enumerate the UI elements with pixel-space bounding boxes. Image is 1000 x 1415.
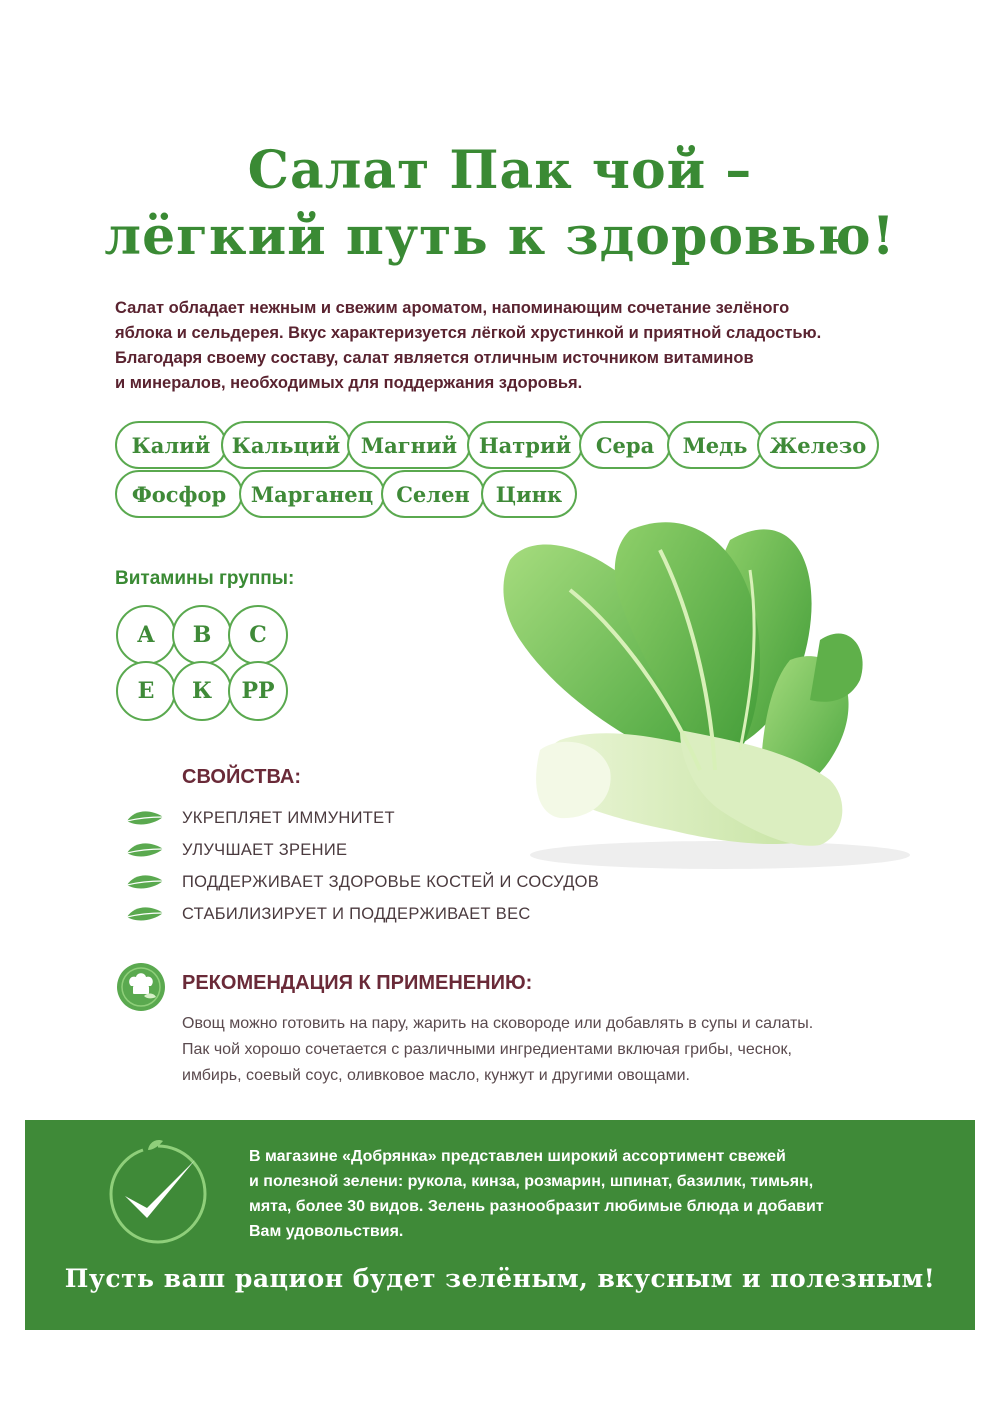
vitamin-circle: РР (228, 661, 288, 721)
property-text: ПОДДЕРЖИВАЕТ ЗДОРОВЬЕ КОСТЕЙ И СОСУДОВ (182, 872, 600, 891)
recommendation-line: Овощ можно готовить на пару, жарить на сковороде или добавлять в супы и салаты. (182, 1015, 814, 1032)
chef-hat-icon (116, 962, 166, 1012)
property-text: СТАБИЛИЗИРУЕТ И ПОДДЕРЖИВАЕТ ВЕС (182, 904, 531, 923)
mineral-pill: Фосфор (115, 470, 243, 518)
mineral-pill: Калий (115, 421, 227, 469)
vitamin-circle: К (172, 661, 232, 721)
mineral-pill: Цинк (481, 470, 577, 518)
recommendation-line: имбирь, соевый соус, оливковое масло, кунжут и другими овощами. (182, 1067, 690, 1084)
mineral-pill: Железо (757, 421, 879, 469)
property-item (125, 902, 531, 926)
property-item (125, 870, 599, 894)
intro-text (115, 296, 905, 396)
banner-line: Вам удовольствия. (249, 1223, 404, 1240)
vitamin-circle: А (116, 605, 176, 665)
vitamin-circle: С (228, 605, 288, 665)
properties-title: СВОЙСТВА: (182, 766, 302, 788)
slogan: Пусть ваш рацион будет зелёным, вкусным и полезным! (64, 1264, 936, 1293)
mineral-pill: Селен (381, 470, 485, 518)
property-text: УЛУЧШАЕТ ЗРЕНИЕ (182, 840, 348, 859)
mineral-pill: Сера (579, 421, 671, 469)
page-title (0, 138, 1000, 270)
recommendation-title: РЕКОМЕНДАЦИЯ К ПРИМЕНЕНИЮ: (182, 972, 533, 994)
mineral-pill: Марганец (239, 470, 385, 518)
recommendation-line: Пак чой хорошо сочетается с различными ингредиентами включая грибы, чеснок, (182, 1041, 792, 1058)
intro-line: Благодаря своему составу, салат является отличным источником витаминов (115, 349, 754, 367)
vitamins-label: Витамины группы: (115, 568, 295, 589)
property-text: УКРЕПЛЯЕТ ИММУНИТЕТ (182, 808, 395, 827)
leaf-icon (125, 839, 165, 861)
intro-line: Салат обладает нежным и свежим ароматом, напоминающим сочетание зелёного (115, 299, 790, 317)
banner-line: мята, более 30 видов. Зелень разнообразит любимые блюда и добавит (249, 1198, 824, 1215)
mineral-pill: Кальций (221, 421, 351, 469)
title-line-1: Салат Пак чой – (247, 140, 753, 201)
leaf-icon (125, 871, 165, 893)
store-banner (25, 1120, 975, 1330)
banner-line: В магазине «Добрянка» представлен широкий ассортимент свежей (249, 1148, 786, 1165)
vitamin-circle: Е (116, 661, 176, 721)
intro-line: яблока и сельдерея. Вкус характеризуется лёгкой хрустинкой и приятной сладостью. (115, 324, 822, 342)
intro-line: и минералов, необходимых для поддержания здоровья. (115, 374, 583, 392)
leaf-icon (125, 807, 165, 829)
banner-line: и полезной зелени: рукола, кинза, розмарин, шпинат, базилик, тимьян, (249, 1173, 814, 1190)
leaf-icon (125, 903, 165, 925)
title-line-2: лёгкий путь к здоровью! (104, 206, 896, 267)
mineral-pill: Натрий (467, 421, 583, 469)
banner-text (249, 1144, 949, 1244)
mineral-pill: Магний (347, 421, 471, 469)
property-item (125, 806, 395, 830)
bok-choy-illustration (500, 500, 920, 880)
vitamin-circle: В (172, 605, 232, 665)
recommendation-text (182, 1011, 922, 1089)
property-item (125, 838, 347, 862)
mineral-pill: Медь (667, 421, 763, 469)
checkmark-icon (103, 1138, 213, 1248)
